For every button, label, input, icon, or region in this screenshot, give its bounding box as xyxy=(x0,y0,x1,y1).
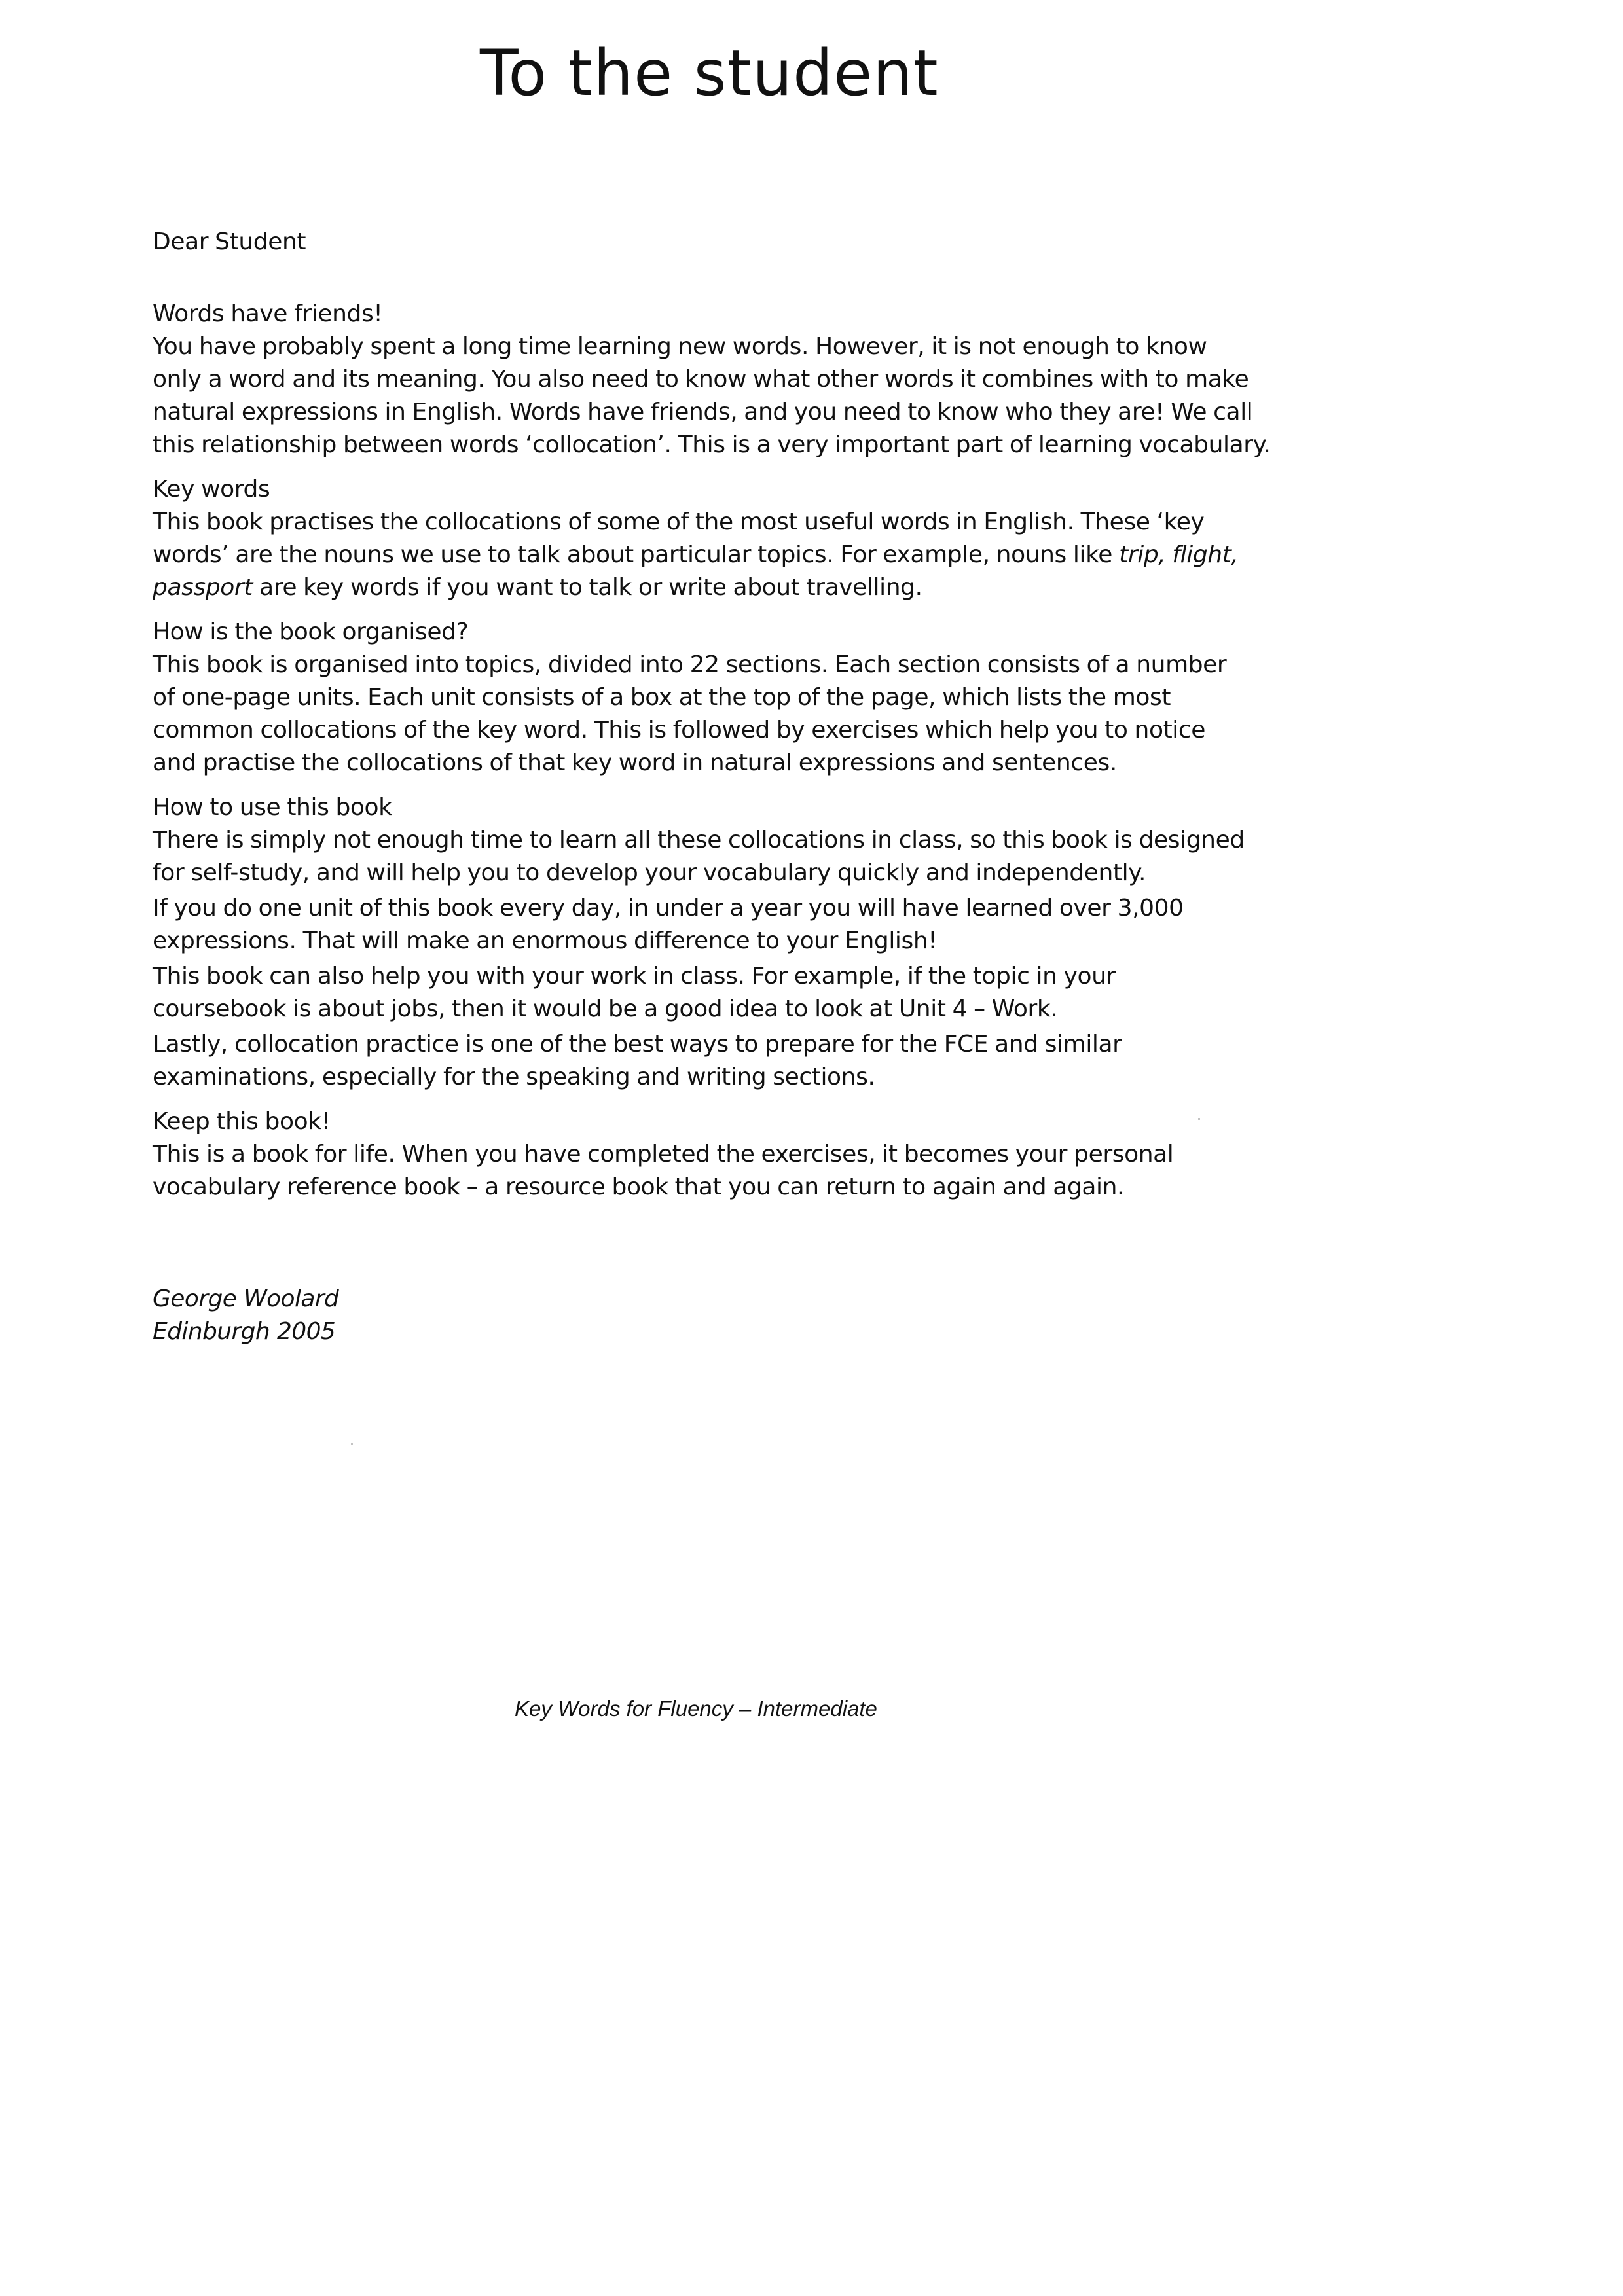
letter-section xyxy=(153,473,1252,604)
paragraph-line: passport are key words if you want to talk or write about travelling. xyxy=(153,574,922,601)
section-heading: Words have friends! xyxy=(153,300,383,327)
paragraph-line: this relationship between words ‘collocation’. This is a very important part of learning vocabulary. xyxy=(153,431,1271,458)
paragraph-line: and practise the collocations of that key word in natural expressions and sentences. xyxy=(153,749,1117,776)
scan-speck xyxy=(1198,1118,1200,1120)
letter-body xyxy=(153,226,1271,1215)
letter-section xyxy=(153,1105,1252,1204)
example-keywords: trip, flight, xyxy=(1119,541,1239,568)
body-paragraph xyxy=(153,960,1252,1026)
page-title: To the student xyxy=(480,37,939,110)
body-paragraph xyxy=(153,824,1252,889)
body-paragraph xyxy=(153,331,1271,461)
body-paragraph xyxy=(153,506,1252,604)
paragraph-line: vocabulary reference book – a resource book that you can return to again and again. xyxy=(153,1174,1125,1200)
paragraph-line: examinations, especially for the speaking and writing sections. xyxy=(153,1064,875,1090)
section-heading: Keep this book! xyxy=(153,1108,331,1135)
example-keyword: passport xyxy=(153,574,253,601)
body-paragraph xyxy=(153,892,1252,958)
footer-book-title: Key Words for Fluency – Intermediate xyxy=(515,1696,877,1721)
section-heading: Key words xyxy=(153,476,270,503)
letter-section xyxy=(153,298,1271,461)
paragraph-line: natural expressions in English. Words have friends, and you need to know who they are! We call xyxy=(153,399,1253,425)
scan-speck xyxy=(351,1443,353,1445)
paragraph-line: If you do one unit of this book every day, in under a year you will have learned over 3,000 xyxy=(153,895,1184,922)
signature-block xyxy=(153,1283,338,1348)
salutation: Dear Student xyxy=(153,228,306,255)
letter-section xyxy=(153,616,1252,780)
section-heading: How to use this book xyxy=(153,794,392,821)
paragraph-line: This book is organised into topics, divided into 22 sections. Each section consists of a number xyxy=(153,651,1227,678)
paragraph-line: There is simply not enough time to learn all these collocations in class, so this book is designed xyxy=(153,827,1245,853)
letter-sections xyxy=(153,298,1271,1204)
body-paragraph xyxy=(153,1028,1252,1094)
paragraph-line: for self-study, and will help you to develop your vocabulary quickly and independently. xyxy=(153,859,1146,886)
letter-section xyxy=(153,791,1252,1094)
paragraph-line: This is a book for life. When you have completed the exercises, it becomes your personal xyxy=(153,1141,1174,1168)
body-paragraph xyxy=(153,649,1252,780)
paragraph-line: You have probably spent a long time learning new words. However, it is not enough to know xyxy=(153,333,1207,360)
paragraph-line: common collocations of the key word. This is followed by exercises which help you to notice xyxy=(153,717,1206,744)
paragraph-line: This book can also help you with your work in class. For example, if the topic in your xyxy=(153,963,1116,990)
place-date: Edinburgh 2005 xyxy=(153,1318,336,1345)
author-name: George Woolard xyxy=(153,1285,339,1312)
paragraph-line: only a word and its meaning. You also need to know what other words it combines with to make xyxy=(153,366,1249,393)
paragraph-line: of one-page units. Each unit consists of a box at the top of the page, which lists the most xyxy=(153,684,1171,711)
body-paragraph xyxy=(153,1138,1252,1204)
paragraph-line: Lastly, collocation practice is one of the best ways to prepare for the FCE and similar xyxy=(153,1031,1122,1058)
paragraph-line: This book practises the collocations of some of the most useful words in English. These ‘key xyxy=(153,509,1205,535)
paragraph-line: coursebook is about jobs, then it would be a good idea to look at Unit 4 – Work. xyxy=(153,996,1058,1022)
section-heading: How is the book organised? xyxy=(153,619,469,645)
paragraph-line: words’ are the nouns we use to talk about particular topics. For example, nouns like trip, flight, xyxy=(153,541,1239,568)
paragraph-line: expressions. That will make an enormous difference to your English! xyxy=(153,927,938,954)
